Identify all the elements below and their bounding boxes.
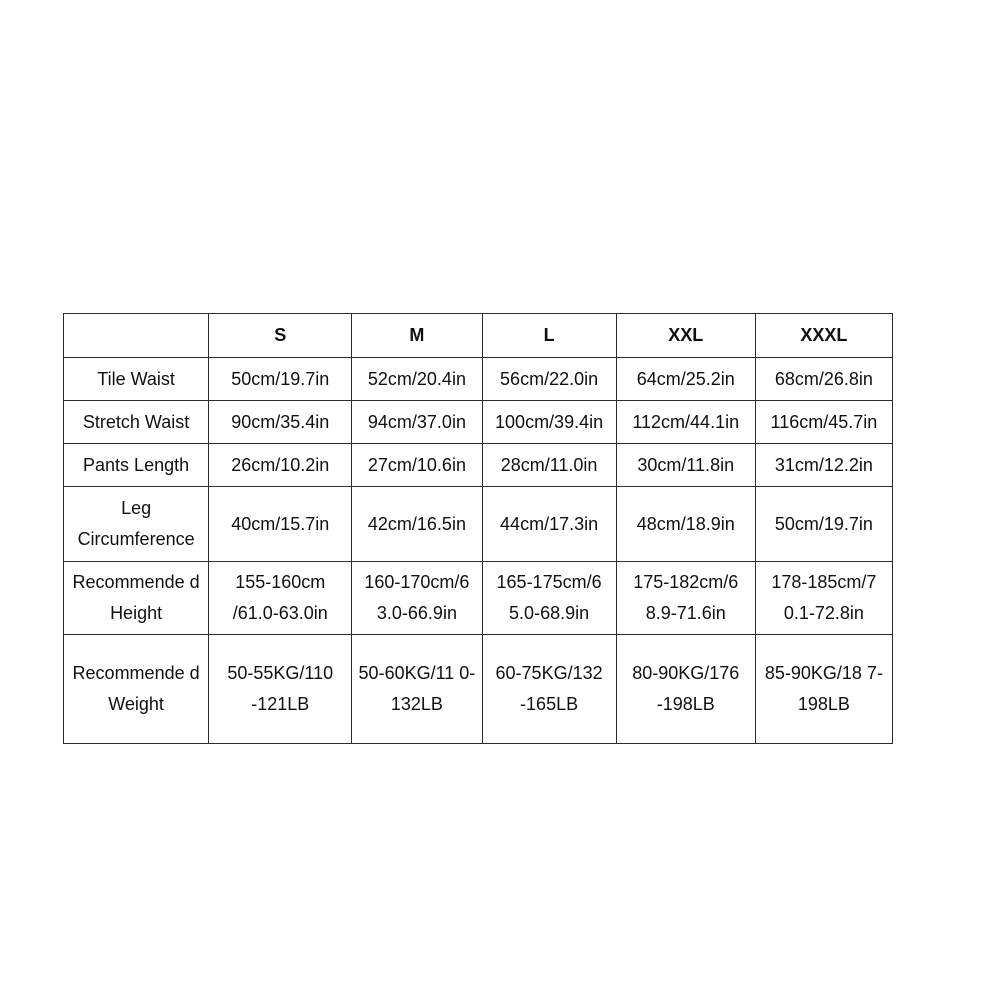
table-cell: 28cm/11.0in (482, 444, 616, 487)
size-chart-table (63, 313, 893, 744)
row-label: Leg Circumference (64, 487, 209, 562)
table-cell: 64cm/25.2in (616, 358, 755, 401)
table-cell: 42cm/16.5in (352, 487, 482, 562)
table-cell: 48cm/18.9in (616, 487, 755, 562)
table-cell: 116cm/45.7in (755, 401, 892, 444)
table-cell: 112cm/44.1in (616, 401, 755, 444)
table-cell: 52cm/20.4in (352, 358, 482, 401)
table-cell: 56cm/22.0in (482, 358, 616, 401)
table-row (64, 562, 893, 635)
table-cell: 90cm/35.4in (209, 401, 352, 444)
table-row (64, 444, 893, 487)
table-cell: 85-90KG/18 7-198LB (755, 635, 892, 744)
table-cell: 94cm/37.0in (352, 401, 482, 444)
table-cell: 50-60KG/11 0-132LB (352, 635, 482, 744)
table-cell: 160-170cm/6 3.0-66.9in (352, 562, 482, 635)
row-label: Pants Length (64, 444, 209, 487)
table-cell: 40cm/15.7in (209, 487, 352, 562)
header-size-xxxl: XXXL (755, 314, 892, 358)
header-corner-cell (64, 314, 209, 358)
table-cell: 175-182cm/6 8.9-71.6in (616, 562, 755, 635)
table-cell: 50cm/19.7in (755, 487, 892, 562)
table-cell: 50-55KG/110 -121LB (209, 635, 352, 744)
header-size-xxl: XXL (616, 314, 755, 358)
table-cell: 31cm/12.2in (755, 444, 892, 487)
table-row (64, 635, 893, 744)
row-label: Recommende d Height (64, 562, 209, 635)
table-row (64, 358, 893, 401)
header-row (64, 314, 893, 358)
row-label: Recommende d Weight (64, 635, 209, 744)
table-cell: 27cm/10.6in (352, 444, 482, 487)
table-cell: 100cm/39.4in (482, 401, 616, 444)
table-row (64, 487, 893, 562)
table-row (64, 401, 893, 444)
table-cell: 60-75KG/132 -165LB (482, 635, 616, 744)
table-cell: 68cm/26.8in (755, 358, 892, 401)
row-label: Stretch Waist (64, 401, 209, 444)
row-label: Tile Waist (64, 358, 209, 401)
table-cell: 178-185cm/7 0.1-72.8in (755, 562, 892, 635)
header-size-s: S (209, 314, 352, 358)
header-size-l: L (482, 314, 616, 358)
table-cell: 44cm/17.3in (482, 487, 616, 562)
table-cell: 50cm/19.7in (209, 358, 352, 401)
table-cell: 80-90KG/176 -198LB (616, 635, 755, 744)
header-size-m: M (352, 314, 482, 358)
table-cell: 155-160cm /61.0-63.0in (209, 562, 352, 635)
table-cell: 26cm/10.2in (209, 444, 352, 487)
table-cell: 165-175cm/6 5.0-68.9in (482, 562, 616, 635)
table-cell: 30cm/11.8in (616, 444, 755, 487)
